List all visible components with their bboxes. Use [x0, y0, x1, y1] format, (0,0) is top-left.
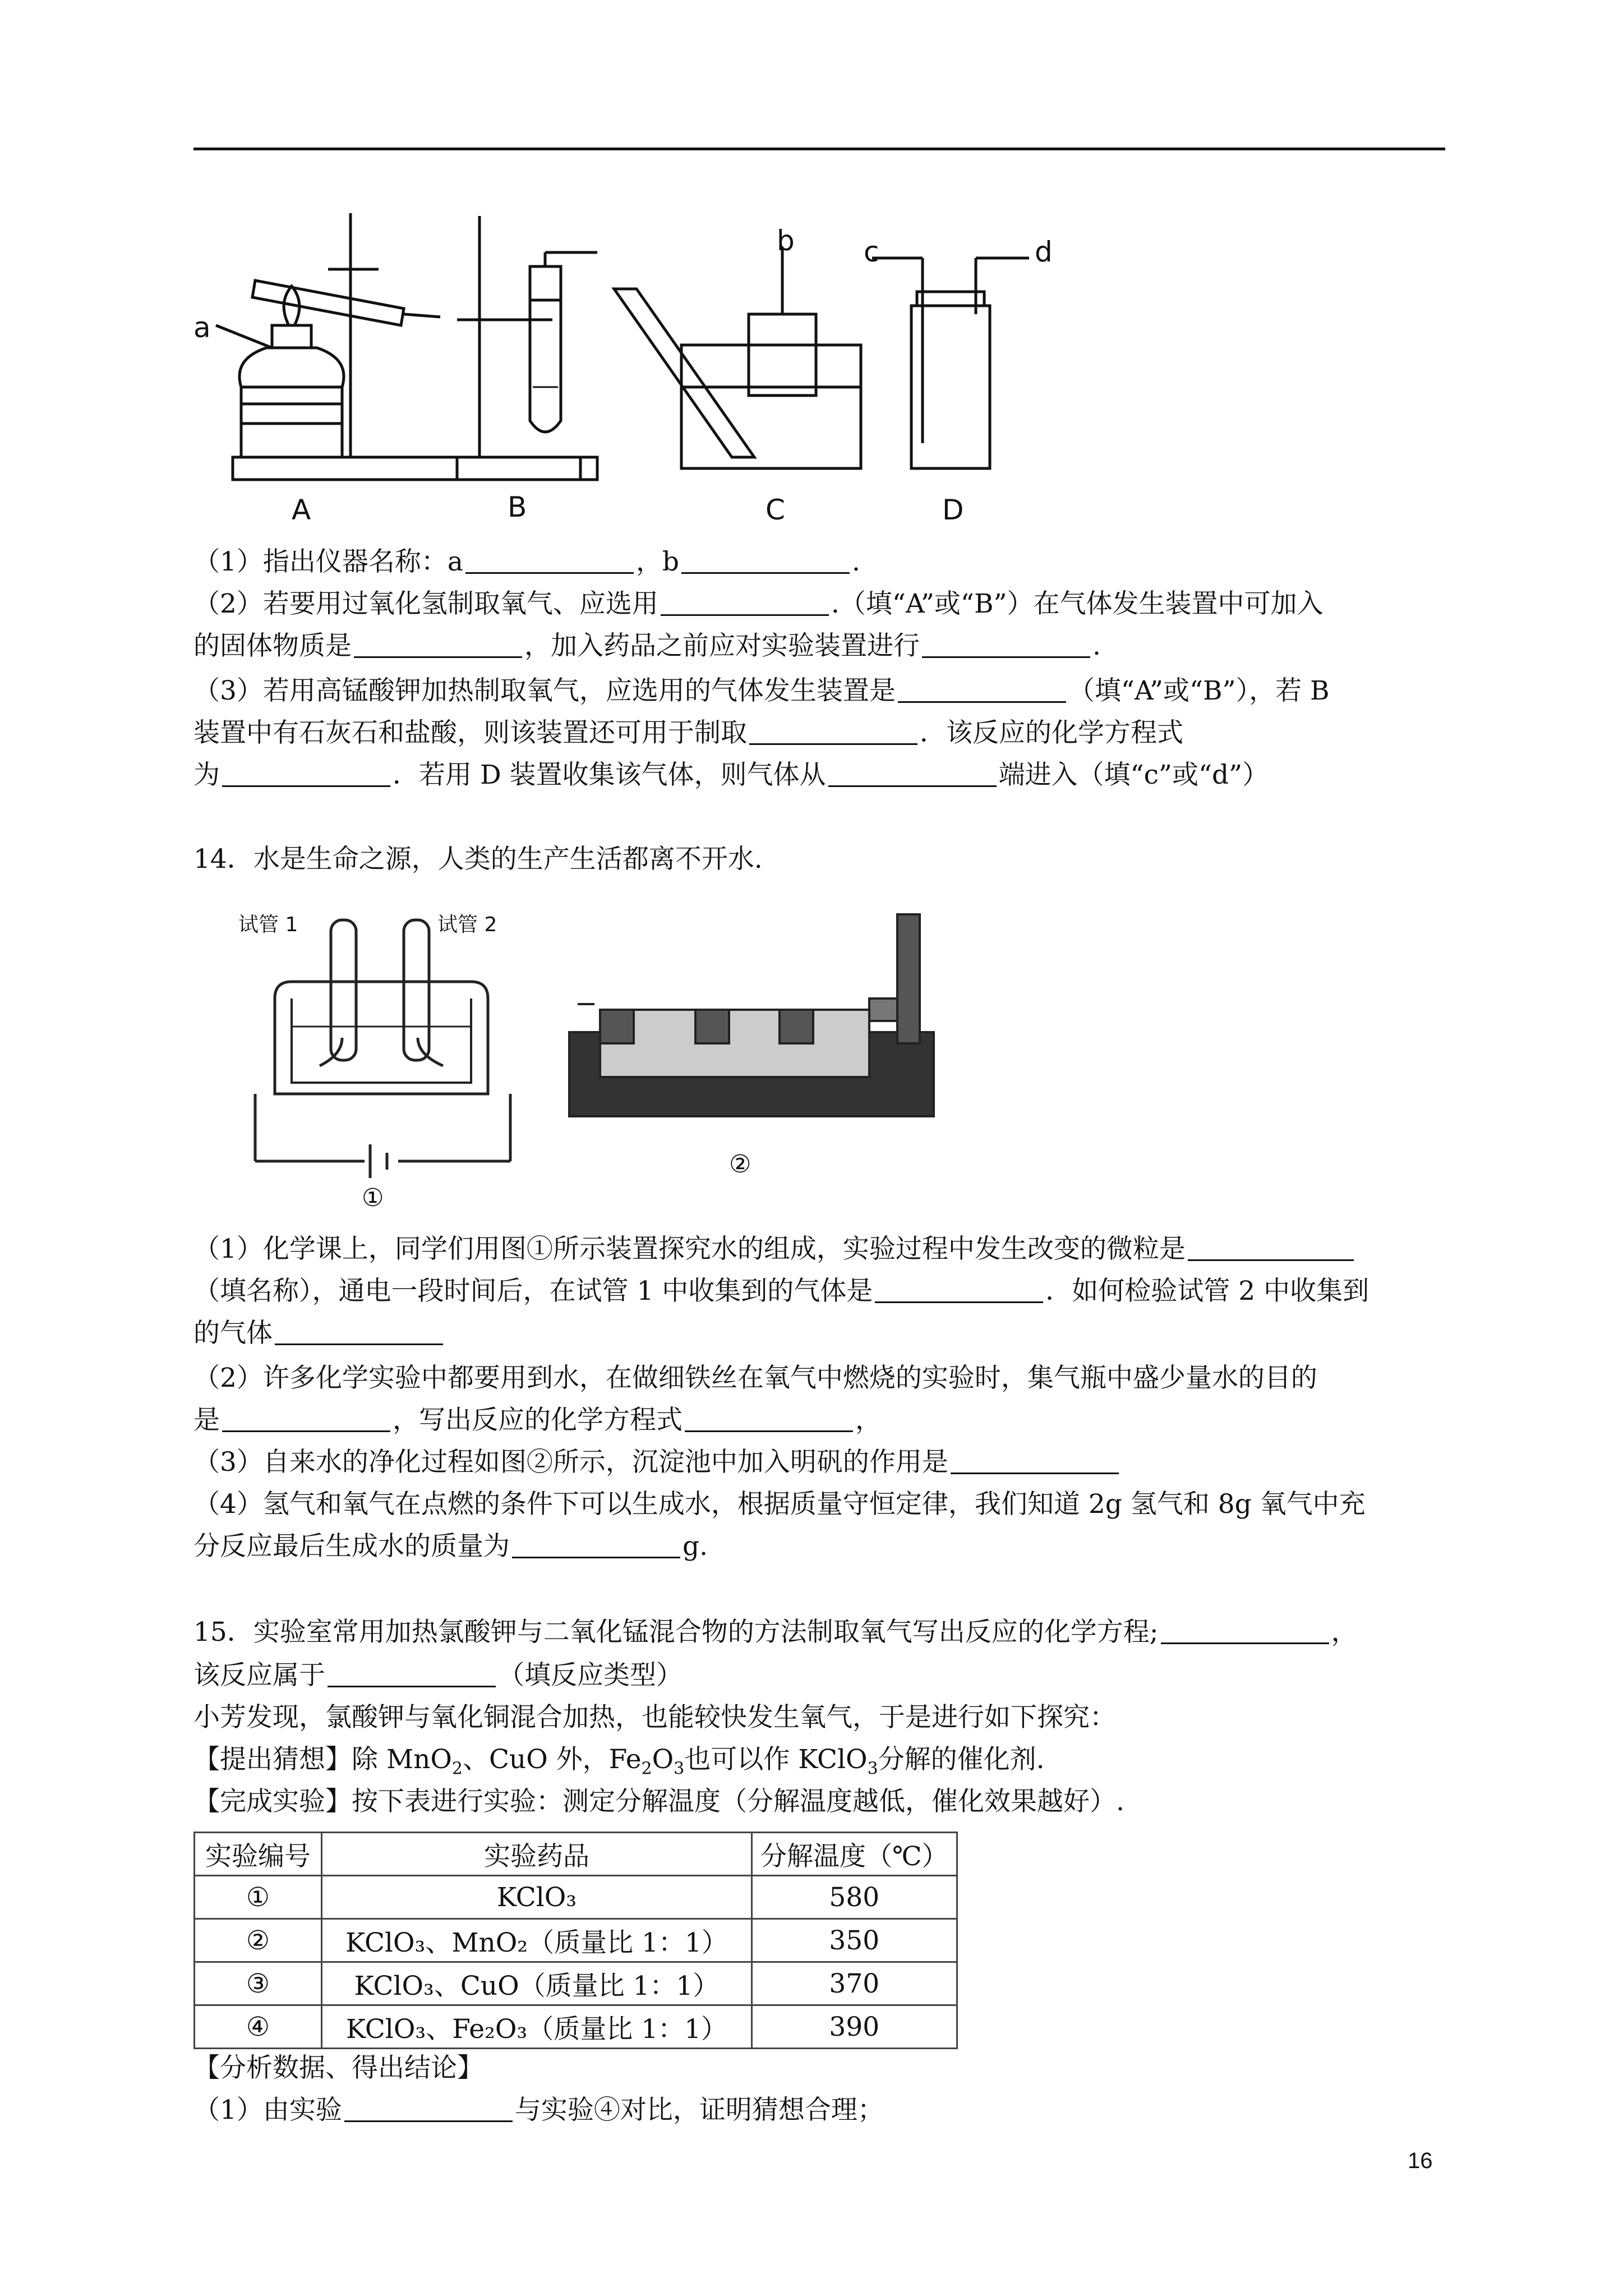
text: （1）化学课上，同学们用图①所示装置探究水的组成，实验过程中发生改变的微粒是: [193, 1234, 1186, 1264]
q14-line-8: [193, 1529, 1450, 1565]
text: 、CuO 外，Fe: [462, 1744, 642, 1775]
answer-blank[interactable]: [328, 1661, 496, 1687]
cell-id: ②: [195, 1919, 322, 1962]
q14-line-4: [193, 1360, 1450, 1396]
answer-blank[interactable]: [344, 2096, 513, 2122]
text: 也可以作 KClO: [684, 1744, 868, 1775]
table-row: [195, 1919, 957, 1962]
text: （3）若用高锰酸钾加热制取氧气，应选用的气体发生装置是: [193, 675, 896, 706]
answer-blank[interactable]: [951, 1448, 1119, 1474]
label-B: B: [508, 491, 527, 523]
text: （填反应类型）: [498, 1660, 683, 1691]
table-row: [195, 1962, 957, 2005]
q13-line-2: [193, 586, 1450, 622]
header-temp: 分解温度（℃）: [752, 1833, 957, 1876]
q15-line-1: [193, 1614, 1450, 1650]
text: 装置中有石灰石和盐酸，则该装置还可用于制取: [193, 717, 747, 748]
page-number: 16: [1408, 2148, 1433, 2173]
q15-analysis-line: [193, 2092, 1450, 2128]
label-c: c: [864, 236, 879, 268]
q15-experiment-line: [193, 1784, 1450, 1820]
q14-title: [193, 841, 1450, 877]
text: 14．水是生命之源，人类的生产生活都离不开水.: [193, 844, 763, 875]
text: （2）若要用过氧化氢制取氧气、应选用: [193, 588, 658, 619]
text: ．该反应的化学方程式: [920, 717, 1183, 748]
label-b: b: [777, 224, 795, 257]
q13-line-1: [193, 544, 1450, 580]
answer-blank[interactable]: [512, 1532, 680, 1558]
q14-line-5: [193, 1402, 1450, 1438]
text: 【完成实验】按下表进行实验：测定分解温度（分解温度越低，催化效果越好）.: [193, 1786, 1124, 1817]
cell-temp: 580: [752, 1876, 957, 1919]
text: 的固体物质是: [193, 631, 352, 661]
text: 【提出猜想】除 MnO: [193, 1744, 452, 1775]
answer-blank[interactable]: [354, 632, 522, 658]
answer-blank[interactable]: [465, 547, 634, 574]
answer-blank[interactable]: [681, 547, 850, 574]
answer-blank[interactable]: [222, 1406, 390, 1432]
tube2-label: 试管 2: [437, 913, 497, 936]
text: 分解的催化剂.: [878, 1744, 1045, 1775]
cell-temp: 350: [752, 1919, 957, 1962]
answer-blank[interactable]: [749, 719, 917, 745]
text: 【分析数据、得出结论】: [193, 2053, 483, 2083]
answer-blank[interactable]: [828, 761, 997, 787]
q13-line-4: [193, 673, 1450, 709]
text: 端进入（填“c”或“d”）: [998, 760, 1269, 790]
text: （4）氢气和氧气在点燃的条件下可以生成水，根据质量守恒定律，我们知道 2g 氢气和 8g 氧气中充: [193, 1489, 1366, 1520]
answer-blank[interactable]: [875, 1277, 1043, 1303]
text: 该反应属于: [193, 1660, 325, 1691]
q14-line-2: [193, 1273, 1450, 1309]
text: g.: [683, 1531, 708, 1562]
q14-line-6: [193, 1444, 1450, 1480]
q14-line-7: [193, 1487, 1450, 1522]
text: 小芳发现，氯酸钾与氧化铜混合加热，也能较快发生氧气，于是进行如下探究：: [193, 1702, 1116, 1733]
header-reagent: 实验药品: [322, 1833, 752, 1876]
answer-blank[interactable]: [898, 677, 1066, 703]
answer-blank[interactable]: [1188, 1235, 1354, 1261]
cell-reagent: KClO₃、CuO（质量比 1：1）: [322, 1962, 752, 2005]
text: 分反应最后生成水的质量为: [193, 1531, 510, 1562]
answer-blank[interactable]: [685, 1406, 853, 1432]
text: （2）许多化学实验中都要用到水，在做细铁丝在氧气中燃烧的实验时，集气瓶中盛少量水的目的: [193, 1363, 1317, 1393]
text: 15．实验室常用加热氯酸钾与二氧化锰混合物的方法制取氧气写出反应的化学方程;: [193, 1617, 1159, 1648]
cell-id: ①: [195, 1876, 322, 1919]
text: （填名称），通电一段时间后，在试管 1 中收集到的气体是: [193, 1276, 873, 1306]
answer-blank[interactable]: [922, 632, 1090, 658]
q14-line-3: [193, 1315, 1450, 1351]
text: O: [652, 1744, 674, 1775]
text: （1）指出仪器名称：a: [193, 546, 463, 577]
q13-line-6: [193, 757, 1450, 793]
text: （3）自来水的净化过程如图②所示，沉淀池中加入明矾的作用是: [193, 1447, 948, 1478]
table-header-row: [195, 1833, 957, 1876]
answer-blank[interactable]: [275, 1319, 443, 1345]
fig1-label: ①: [362, 1184, 384, 1212]
cell-id: ③: [195, 1962, 322, 2005]
text: .: [1092, 631, 1101, 661]
answer-blank[interactable]: [222, 761, 390, 787]
answer-blank[interactable]: [661, 590, 829, 616]
q15-line-2: [193, 1658, 1450, 1694]
cell-reagent: KClO₃: [322, 1876, 752, 1919]
table-row: [195, 1876, 957, 1919]
q15-hypothesis: 【提出猜想】除 MnO$_2$、CuO 外，$Fe_2O_3$也可以作 KClO$_3$分解的催化剂.: [193, 1744, 1045, 1779]
text: 为: [193, 760, 220, 790]
text: .: [852, 546, 860, 577]
text: ，: [855, 1405, 882, 1435]
text: （填“A”或“B”），若 B: [1068, 675, 1330, 706]
q13-line-3: [193, 628, 1450, 664]
label-A: A: [292, 494, 311, 526]
cell-id: ④: [195, 2005, 322, 2049]
text: （1）由实验: [193, 2095, 342, 2125]
label-C: C: [766, 494, 785, 526]
cell-temp: 390: [752, 2005, 957, 2049]
apparatus-figure: [193, 202, 1068, 539]
text: ，加入药品之前应对实验装置进行: [524, 631, 920, 661]
electrolysis-figure: [236, 903, 538, 1212]
text: ，: [1331, 1617, 1358, 1648]
cell-reagent: KClO₃、MnO₂（质量比 1：1）: [322, 1919, 752, 1962]
header-id: 实验编号: [195, 1833, 322, 1876]
text: ，b: [635, 546, 680, 577]
q14-line-1: [193, 1231, 1450, 1267]
answer-blank[interactable]: [1161, 1618, 1329, 1644]
water-treatment-figure: [566, 903, 937, 1179]
q13-line-5: [193, 715, 1450, 751]
experiment-table: [193, 1832, 958, 2049]
label-D: D: [942, 494, 964, 526]
q15-line-3: [193, 1700, 1450, 1736]
header-rule: [193, 148, 1445, 150]
fig2-label: ②: [729, 1150, 751, 1179]
text: .（填“A”或“B”）在气体发生装置中可加入: [831, 588, 1324, 619]
label-a: a: [193, 311, 211, 344]
text: ．若用 D 装置收集该气体，则气体从: [393, 760, 826, 790]
text: ，写出反应的化学方程式: [393, 1405, 683, 1435]
cell-reagent: KClO₃、Fe₂O₃（质量比 1：1）: [322, 2005, 752, 2049]
text: ．如何检验试管 2 中收集到: [1045, 1276, 1370, 1306]
text: 是: [193, 1405, 220, 1435]
q15-analysis-head: [193, 2050, 1450, 2086]
table-row: [195, 2005, 957, 2049]
tube1-label: 试管 1: [238, 913, 298, 936]
label-d: d: [1035, 236, 1053, 268]
text: 与实验④对比，证明猜想合理；: [514, 2095, 884, 2125]
text: 的气体: [193, 1318, 273, 1349]
cell-temp: 370: [752, 1962, 957, 2005]
